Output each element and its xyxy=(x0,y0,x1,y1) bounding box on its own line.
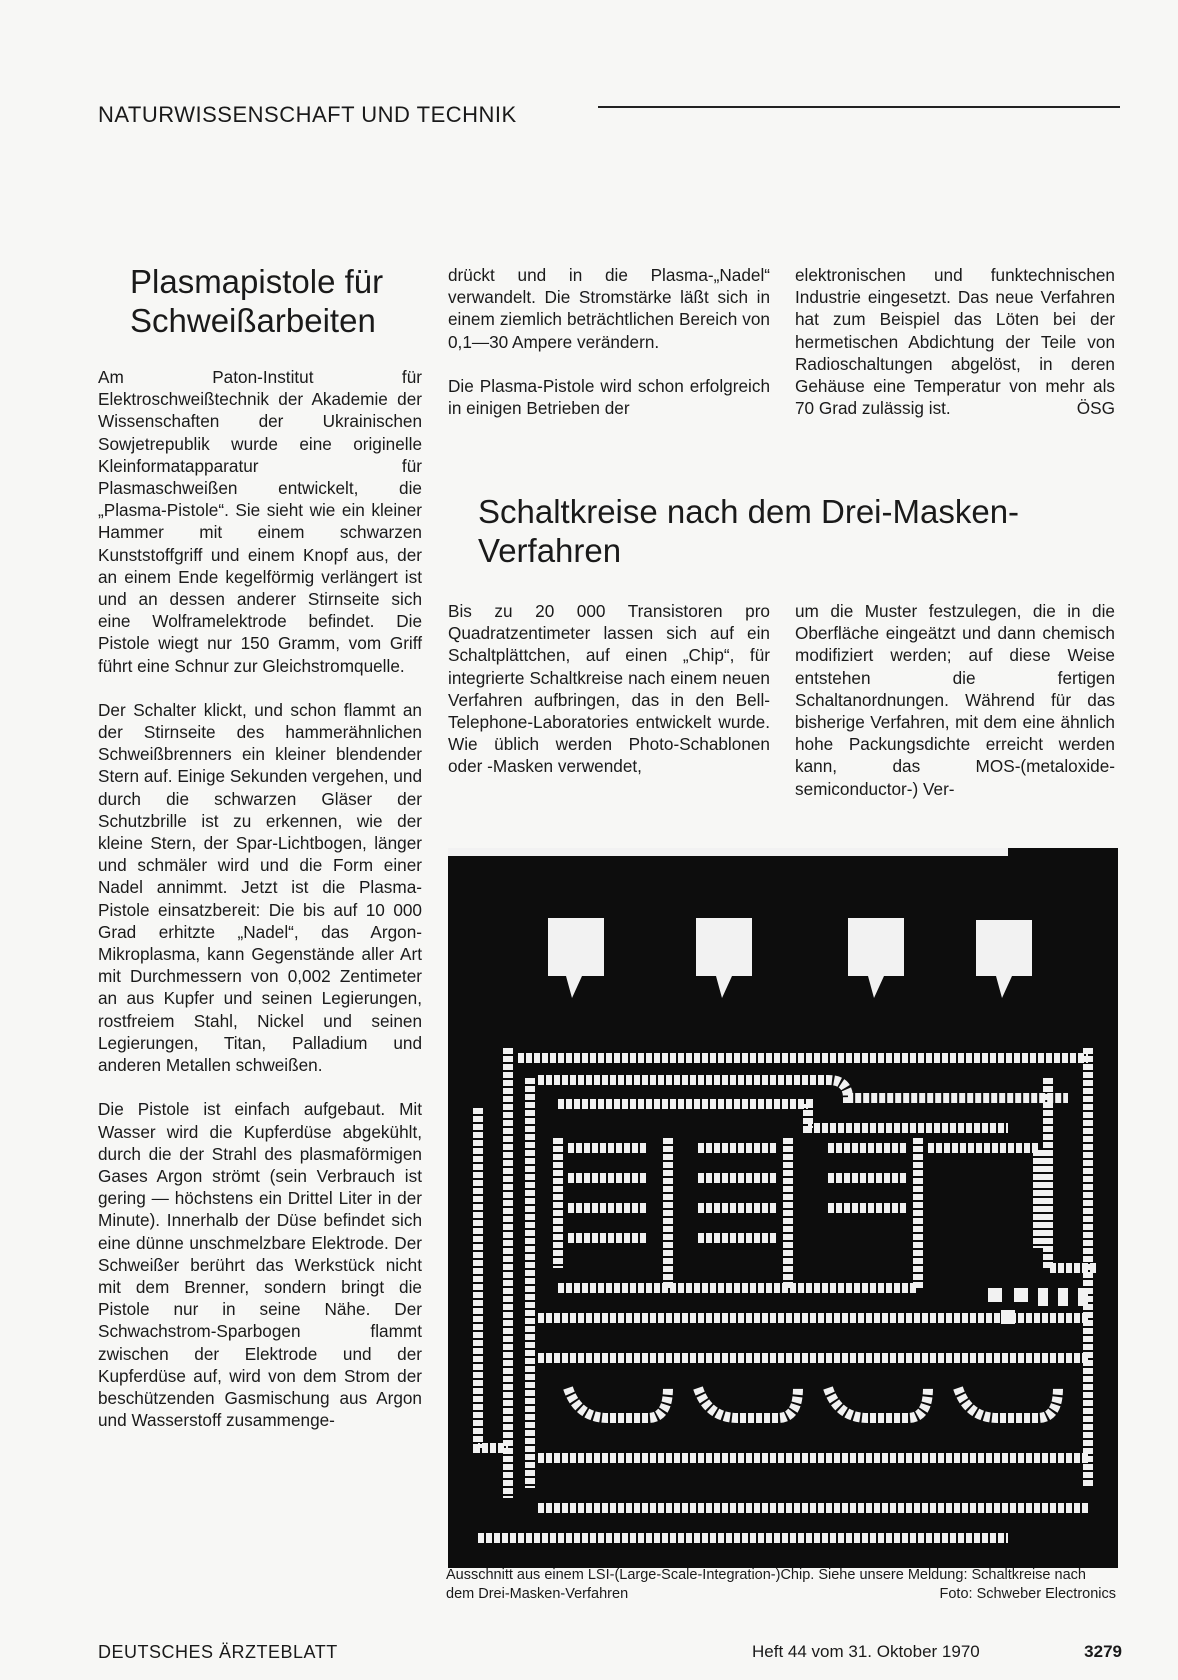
article1-paragraph-text: elektronischen und funktechnischen Industrie eingesetzt. Das neue Verfahren hat zum Beispiel das Löten bei der hermetischen Abdichtung der Teile von Radioschaltungen abgelöst, in deren Gehäuse eine Temperatur von mehr als 70 Grad zulässig ist. xyxy=(795,265,1115,419)
journal-name: DEUTSCHES ÄRZTEBLATT xyxy=(98,1642,338,1662)
article1-paragraph: drückt und in die Plasma-„Nadel“ verwandelt. Die Stromstärke läßt sich in einem ziemlich beträchtlichen Bereich von 0,1—30 Ampere verändern. xyxy=(448,265,770,352)
section-header: NATURWISSENSCHAFT UND TECHNIK xyxy=(98,102,517,127)
article1-title: Plasmapistole für Schweißarbeiten xyxy=(130,263,384,339)
article2-paragraph: Bis zu 20 000 Transistoren pro Quadratzentimeter lassen sich auf ein Schaltplättchen, auf einen „Chip“, für integrierte Schaltkreise nach einem neuen Verfahren aufbringen, das in den Bell-Telephone-Laboratories entwickelt wurde. Wie üblich werden Photo-Schablonen oder -Masken verwendet, xyxy=(448,601,770,777)
article2-column-1 xyxy=(448,600,770,800)
header-rule xyxy=(598,106,1120,108)
article1-paragraph: Am Paton-Institut für Elektroschweißtechnik der Akademie der Wissenschaften der Ukrainischen Sowjetrepublik wurde eine originelle Kleinformatapparatur für Plasmaschweißen entwickelt, die „Plasma-Pistole“. Sie sieht wie ein kleiner Hammer mit einem schwarzen Kunststoffgriff und einem Knopf aus, der an einem Ende kegelförmig verlängert ist und an dessen anderer Stirnseite sich eine Wolframelektrode befindet. Die Pistole wiegt nur 150 Gramm, vom Griff führt eine Schnur zur Gleichstromquelle. xyxy=(98,367,422,676)
photo-credit: Foto: Schweber Electronics xyxy=(939,1586,1116,1602)
figure-caption xyxy=(446,1566,1116,1604)
article1-paragraph: Der Schalter klickt, und schon flammt an der Stirnseite des hammerähnlichen Schweißbrenners ein kleiner blendender Stern auf. Einige Sekunden vergehen, und durch die schwarzen Gläser der Schutzbrille ist zu erkennen, wie der kleine Stern, der Spar-Lichtbogen, länger und schmäler wird und die Form einer Nadel annimmt. Jetzt ist die Plasma-Pistole einsatzbereit: Die bis auf 10 000 Grad erhitzte „Nadel“, das Argon-Mikroplasma, kann Gegenstände aller Art mit Durchmessern von 0,002 Zentimeter an aus Kupfer und seinen Legierungen, rostfreiem Stahl, Nickel und seinen Legierungen, Titan, Palladium und anderen Metallen schweißen. xyxy=(98,699,422,1076)
article1-column-1 xyxy=(98,366,422,1453)
article1-paragraph: Die Plasma-Pistole wird schon erfolgreich in einigen Betrieben der xyxy=(448,375,770,419)
caption-text: Ausschnitt aus einem LSI-(Large-Scale-Integration-)Chip. Siehe unsere Meldung: Schaltkreise nach dem Drei-Masken-Verfahren xyxy=(446,1567,1086,1602)
article1-column-3 xyxy=(795,264,1115,441)
article2-paragraph: um die Muster festzulegen, die in die Oberfläche eingeätzt und dann chemisch modifiziert werden; auf diese Weise entstehen die fertigen Schaltanordnungen. Während für das bisherige Verfahren, mit dem eine ähnlich hohe Packungsdichte erreicht werden kann, das MOS-(metaloxide-semiconductor-) Ver- xyxy=(795,601,1115,799)
article1-column-2 xyxy=(448,264,770,441)
footer-issue xyxy=(752,1642,1122,1662)
author-sign: ÖSG xyxy=(1076,398,1115,419)
issue-info: Heft 44 vom 31. Oktober 1970 xyxy=(752,1642,980,1661)
article2-column-2 xyxy=(795,600,1115,822)
article1-paragraph: Die Pistole ist einfach aufgebaut. Mit Wasser wird die Kupferdüse abgekühlt, durch die der Strahl des plasmaförmigen Gases Argon strömt (sein Verbrauch ist gering — höchstens ein Drittel Liter in der Minute). Innerhalb der Düse befindet sich eine dünne unschmelzbare Elektrode. Der Schweißer berührt das Werkstück nicht mit dem Brenner, sondern bringt die Pistole nur in seine Nähe. Der Schwachstrom-Sparbogen flammt zwischen der Elektrode und der Kupferdüse auf, wird von dem Strom der beschützenden Gasmischung aus Argon und Wasserstoff zusammenge- xyxy=(98,1099,422,1431)
article2-title: Schaltkreise nach dem Drei-Masken-Verfahren xyxy=(478,493,1020,569)
article1-paragraph-final xyxy=(795,264,1115,419)
chip-photo xyxy=(448,848,1118,1568)
page-number: 3279 xyxy=(1084,1642,1122,1661)
